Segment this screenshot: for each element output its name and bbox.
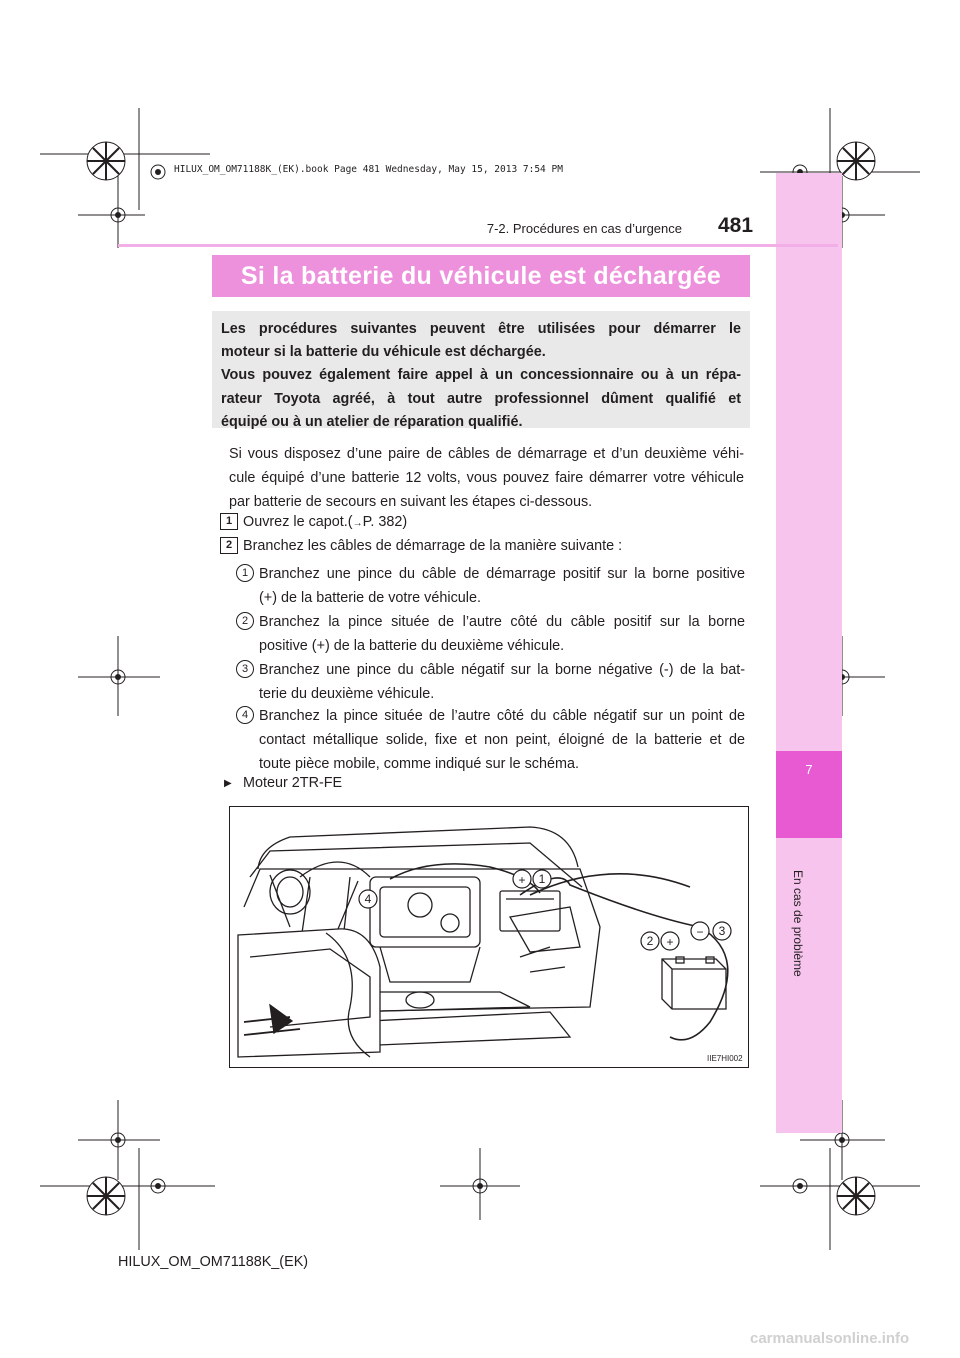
substep-line: terie du deuxième véhicule.: [259, 686, 435, 702]
intro-line: Les procédures suivantes peuvent être utilisées pour démarrer le: [221, 321, 741, 337]
substep-line: Branchez une pince du câble négatif sur la borne négative (-) de la bat-: [259, 662, 745, 678]
plus-sign: +: [666, 935, 674, 949]
step-text: [243, 514, 407, 530]
step-number: 1: [220, 513, 238, 530]
body-line: par batterie de secours en suivant les étapes ci-dessous.: [229, 494, 593, 510]
intro-line: rateur Toyota agréé, à tout autre professionnel dûment qualifié et: [221, 390, 741, 407]
chapter-number: 7: [805, 762, 813, 777]
body-paragraph: [229, 442, 744, 514]
watermark: carmanualsonline.info: [750, 1330, 910, 1347]
substep-line: toute pièce mobile, comme indiqué sur le schéma.: [259, 756, 579, 772]
intro-box: [212, 311, 750, 428]
callout-4: 4: [364, 892, 372, 906]
callout-2: 2: [646, 934, 654, 948]
figure-code: IIE7HI002: [707, 1054, 743, 1063]
step-number: 2: [220, 537, 238, 554]
section-heading: 7-2. Procédures en cas d’urgence: [486, 221, 682, 236]
callout-3: 3: [718, 924, 726, 938]
book-info: HILUX_OM_OM71188K_(EK).book Page 481 Wednesday, May 15, 2013 7:54 PM: [174, 164, 563, 175]
body-line: cule équipé d’une batterie 12 volts, vous pouvez faire démarrer votre véhicule: [229, 470, 744, 486]
intro-line: moteur si la batterie du véhicule est déchargée.: [221, 344, 546, 361]
substep-text: [259, 704, 745, 776]
header-rule: [118, 244, 838, 247]
substep-line: Branchez une pince du câble de démarrage positif sur la borne positive: [259, 566, 745, 582]
arrow-icon: →: [352, 518, 363, 529]
callout-1: 1: [538, 872, 546, 886]
minus-sign: −: [696, 925, 704, 939]
page-title: Si la batterie du véhicule est déchargée: [240, 262, 722, 290]
substep-line: Branchez la pince située de l’autre côté du câble positif sur la borne: [259, 614, 745, 630]
footer-doc-id: HILUX_OM_OM71188K_(EK): [118, 1254, 309, 1270]
plus-sign: +: [518, 873, 526, 887]
substep-number: 3: [236, 660, 254, 678]
intro-line: équipé ou à un atelier de réparation qualifié.: [221, 413, 523, 430]
substep-line: Branchez la pince située de l’autre côté du câble négatif sur un point de: [259, 708, 745, 724]
substep-line: (+) de la batterie de votre véhicule.: [259, 590, 481, 606]
chapter-label: En cas de problème: [791, 870, 805, 977]
page-number: 481: [718, 214, 754, 237]
body-line: Si vous disposez d’une paire de câbles de démarrage et d’un deuxième véhi-: [229, 446, 744, 462]
step-text-part: P. 382): [362, 514, 408, 530]
substep-number: 4: [236, 706, 254, 724]
step-text-part: Ouvrez le capot.(: [243, 514, 353, 530]
substep-number: 1: [236, 564, 254, 582]
substep-text: [259, 562, 745, 610]
substep-line: contact métallique solide, fixe et non peint, éloigné de la batterie et de: [259, 732, 745, 748]
engine-diagram: [229, 806, 749, 1068]
step-text: Branchez les câbles de démarrage de la manière suivante :: [243, 538, 623, 554]
substep-text: [259, 610, 745, 658]
intro-line: Vous pouvez également faire appel à un concessionnaire ou à un répa-: [221, 367, 741, 384]
engine-label: Moteur 2TR-FE: [243, 775, 343, 791]
triangle-bullet-icon: ▶: [224, 778, 232, 789]
substep-text: [259, 658, 745, 706]
substep-line: positive (+) de la batterie du deuxième véhicule.: [259, 638, 565, 654]
substep-number: 2: [236, 612, 254, 630]
jump-start-illustration: [230, 807, 749, 1068]
